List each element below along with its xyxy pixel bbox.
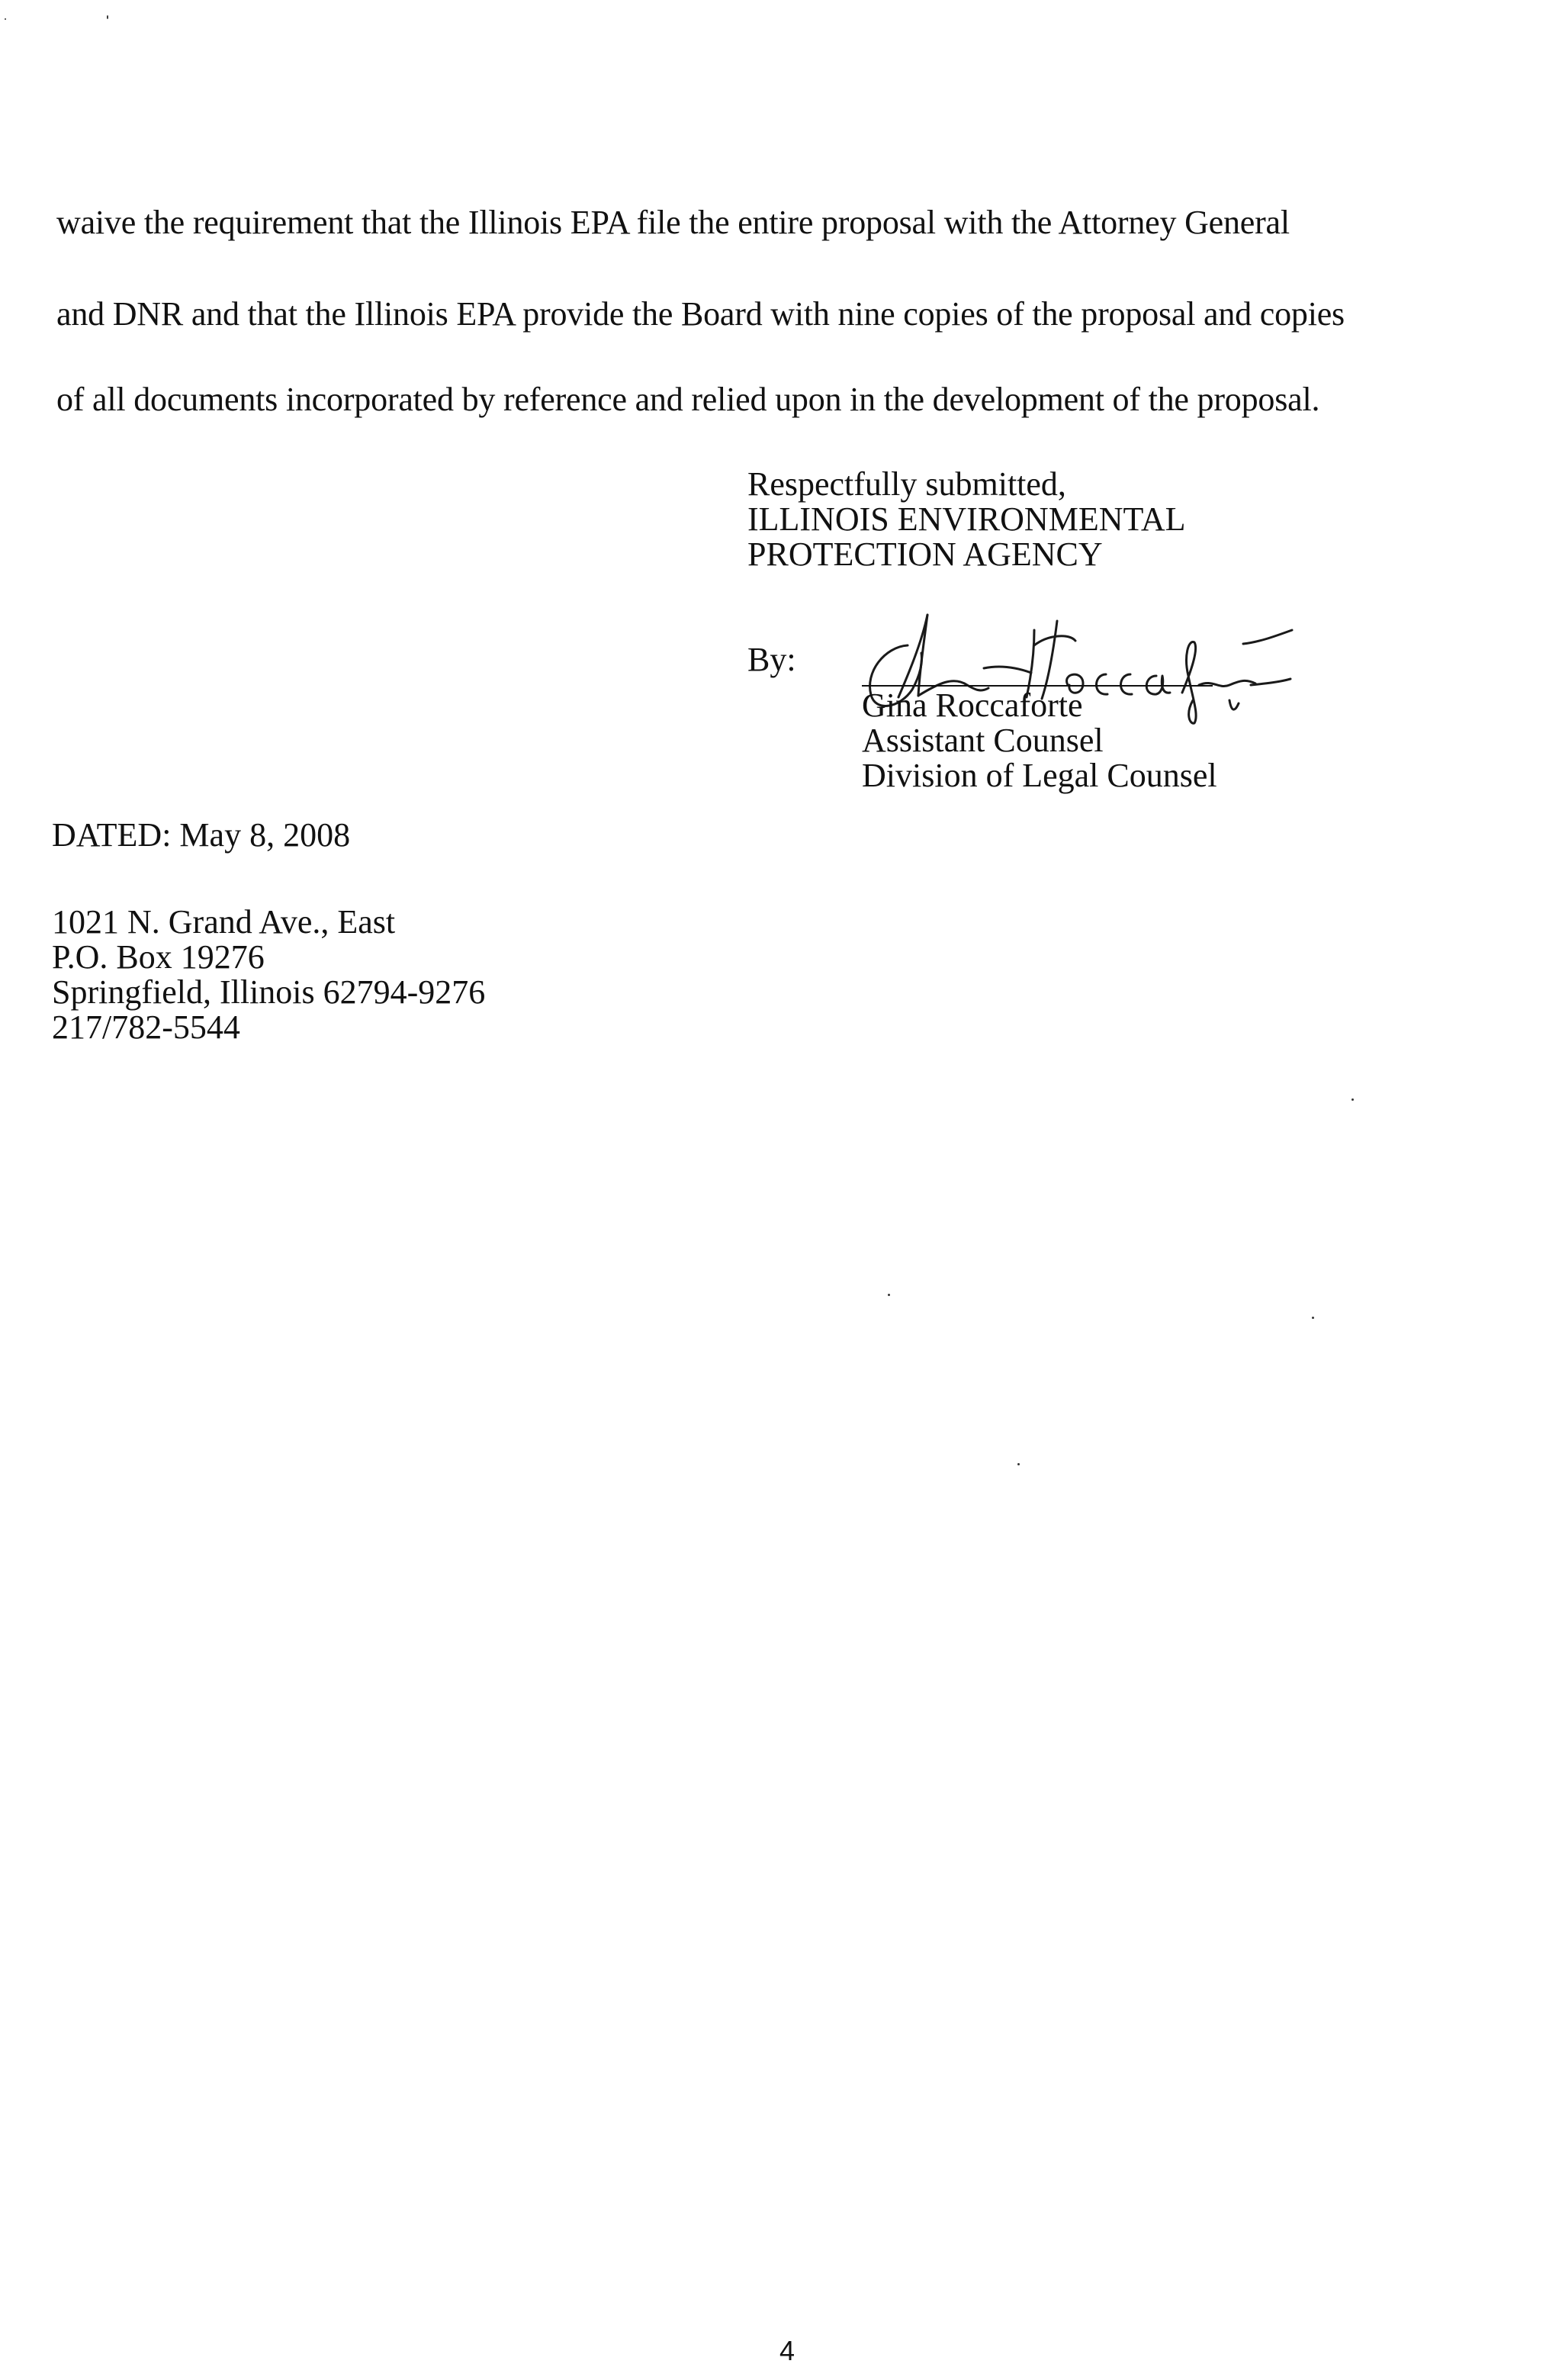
address-po-box: P.O. Box 19276: [52, 938, 265, 976]
scan-speck: [5, 18, 6, 20]
page-number: 4: [779, 2335, 795, 2366]
signer-division: Division of Legal Counsel: [862, 757, 1217, 794]
organization-line-1: ILLINOIS ENVIRONMENTAL: [747, 500, 1186, 538]
body-text-line-2: and DNR and that the Illinois EPA provide the Board with nine copies of the proposal and copies: [56, 295, 1345, 333]
dated-line: DATED: May 8, 2008: [52, 816, 351, 854]
signer-name: Gina Roccaforte: [862, 687, 1083, 724]
closing-block: [747, 467, 1186, 572]
closing-salutation: Respectfully submitted,: [747, 465, 1066, 503]
address-phone: 217/782-5544: [52, 1008, 240, 1046]
scan-speck: [1351, 1098, 1354, 1101]
address-street: 1021 N. Grand Ave., East: [52, 903, 396, 941]
scan-speck: [107, 15, 108, 19]
signer-block: [862, 688, 1217, 793]
scan-speck: [1017, 1463, 1020, 1465]
scan-speck: [1312, 1317, 1314, 1319]
scan-speck: [888, 1294, 890, 1296]
by-label: By:: [747, 641, 796, 678]
address-city: Springfield, Illinois 62794-9276: [52, 973, 486, 1011]
organization-line-2: PROTECTION AGENCY: [747, 536, 1103, 573]
signer-title: Assistant Counsel: [862, 722, 1104, 759]
body-text-line-1: waive the requirement that the Illinois EPA file the entire proposal with the Attorney General: [56, 204, 1290, 241]
body-text-line-3: of all documents incorporated by reference and relied upon in the development of the proposal.: [56, 381, 1320, 418]
address-block: [52, 905, 485, 1045]
